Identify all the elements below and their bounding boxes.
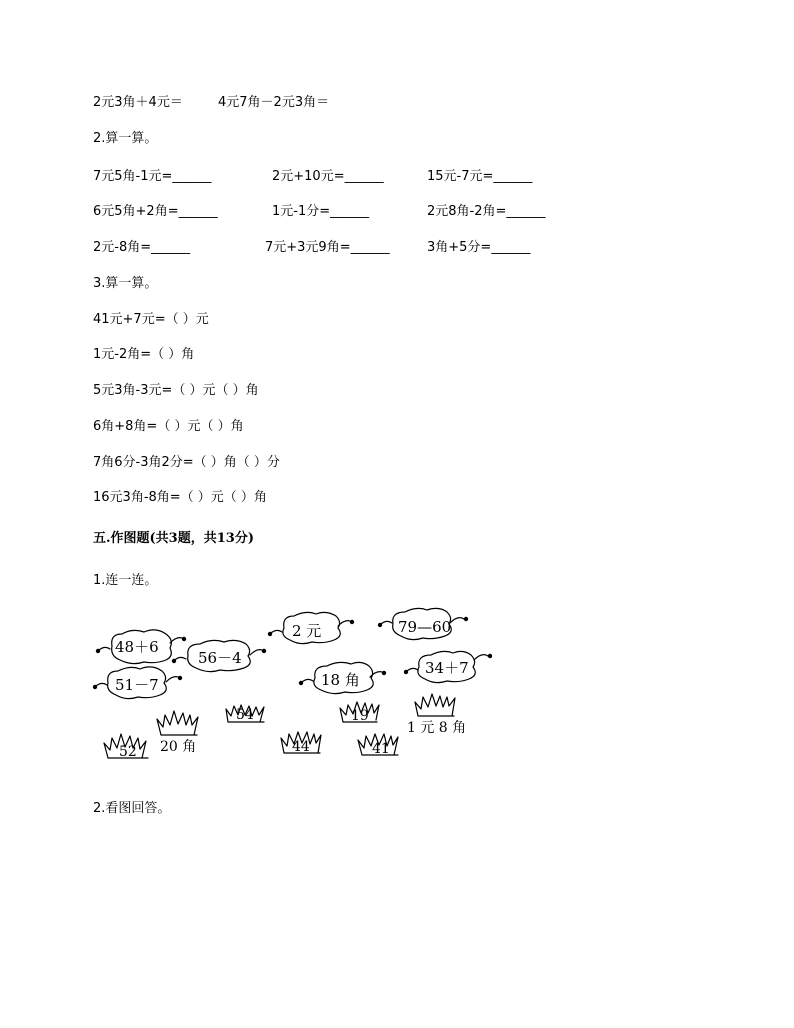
worm-label-48-plus-6: 48＋6 xyxy=(115,638,159,656)
grass-label-41: 41 xyxy=(372,741,390,757)
s2-r3-c2: 7元+3元9角=______ xyxy=(265,240,390,255)
grass-label-54: 54 xyxy=(236,707,254,723)
part5-q1: 1.连一连。 xyxy=(93,573,158,588)
section3-title: 3.算一算。 xyxy=(93,276,158,291)
worm-label-79-minus-60: 79—60 xyxy=(398,618,452,636)
expr-top-b: 4元7角－2元3角＝ xyxy=(218,95,330,110)
grass-loose-label-1-yuan-8-jiao: 1 元 8 角 xyxy=(407,720,467,736)
worm-label-18-jiao: 18 角 xyxy=(321,671,360,689)
s2-r1-c3: 15元-7元=______ xyxy=(427,169,533,184)
part5-heading: 五.作图题(共3题，共13分) xyxy=(93,531,254,546)
s2-r1-c1: 7元5角-1元=______ xyxy=(93,169,212,184)
part5-q2: 2.看图回答。 xyxy=(93,801,171,816)
s3-item-3: 5元3角-3元=（ ）元（ ）角 xyxy=(93,383,259,398)
s2-r2-c2: 1元-1分=______ xyxy=(272,204,370,219)
s3-item-1: 41元+7元=（ ）元 xyxy=(93,312,209,327)
s3-item-2: 1元-2角=（ ）角 xyxy=(93,347,195,362)
worm-label-34-plus-7: 34＋7 xyxy=(425,659,469,677)
s2-r3-c3: 3角+5分=______ xyxy=(427,240,531,255)
grass-tuft-1-yuan-8-jiao[interactable] xyxy=(415,694,455,716)
s2-r2-c1: 6元5角+2角=______ xyxy=(93,204,218,219)
s3-item-4: 6角+8角=（ ）元（ ）角 xyxy=(93,419,244,434)
section2-title: 2.算一算。 xyxy=(93,131,158,146)
grass-tuft-20-jiao[interactable] xyxy=(157,711,198,735)
s2-r3-c1: 2元-8角=______ xyxy=(93,240,191,255)
s2-r1-c2: 2元+10元=______ xyxy=(272,169,384,184)
s3-item-5: 7角6分-3角2分=（ ）角（ ）分 xyxy=(93,455,280,470)
s3-item-6: 16元3角-8角=（ ）元（ ）角 xyxy=(93,490,267,505)
grass-label-44: 44 xyxy=(292,739,310,755)
expr-top-a: 2元3角＋4元＝ xyxy=(93,95,183,110)
worm-label-2-yuan: 2 元 xyxy=(292,622,322,640)
s2-r2-c3: 2元8角-2角=______ xyxy=(427,204,546,219)
grass-label-19: 19 xyxy=(351,708,369,724)
grass-label-52: 52 xyxy=(119,744,137,760)
worm-label-56-minus-4: 56－4 xyxy=(198,649,242,667)
grass-loose-label-20-jiao: 20 角 xyxy=(160,739,197,755)
worm-label-51-minus-7: 51－7 xyxy=(115,676,159,694)
